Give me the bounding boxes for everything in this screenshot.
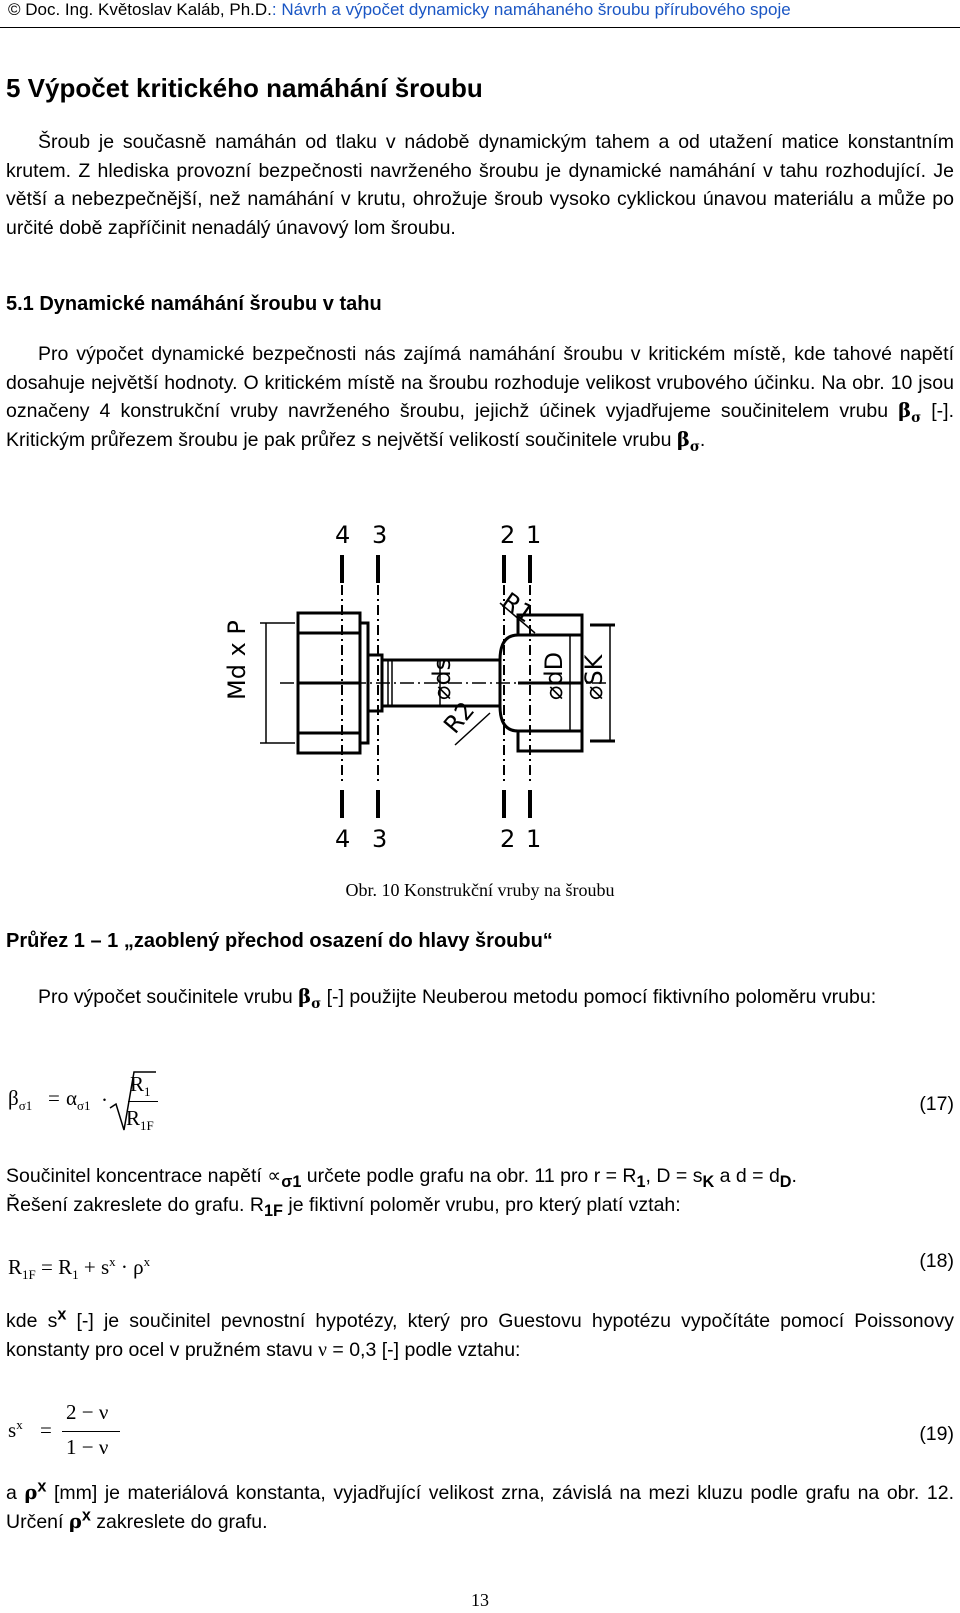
beta-sigma-symbol: $\beta_\sigma$ bbox=[298, 985, 322, 1012]
cross-section-title: Průřez 1 – 1 „zaoblený přechod osazení do hlavy šroubu“ bbox=[6, 930, 553, 952]
equation-19-number: (19) bbox=[919, 1423, 954, 1445]
dynamic-stress-paragraph: Pro výpočet dynamické bezpečnosti nás zajímá namáhání šroubu v kritickém místě, kde tahové napětí dosahuje největší hodnoty. O kritickém místě na šroubu rozhoduje velikost vrubového účinku. Na obr. 10 jsou označeny 4 konstrukční vruby navrženého šroubu, jejichž účinek vyjadřujeme součinitelem vrubu $\beta_\sigma$ [-]. Kritickým průřezem šroubu je pak průřez s největší velikostí součinitele vrubu $\beta_\sigma$. bbox=[6, 343, 954, 455]
equation-18-number: (18) bbox=[919, 1250, 954, 1272]
beta-sigma-symbol: $\beta_\sigma$ bbox=[676, 427, 700, 455]
equation-17-number: (17) bbox=[919, 1093, 954, 1115]
notch-label-top-2: 2 bbox=[500, 521, 516, 549]
concentration-paragraph: Součinitel koncentrace napětí $\propto_{\sigma 1}$ určete podle grafu na obr. 11 pro $r = R_1$, $D = s_K$ a $d = d_D$. Řešení zakreslete do grafu. $R_{1F}$ je fiktivní poloměr vrubu, pro který platí vztah: bbox=[6, 1164, 797, 1220]
notch-label-top-4: 4 bbox=[335, 521, 351, 549]
figure-caption: Obr. 10 Konstrukční vruby na šroubu bbox=[345, 880, 615, 900]
header-author: © Doc. Ing. Květoslav Kaláb, Ph.D. bbox=[8, 0, 272, 19]
header-divider bbox=[0, 27, 960, 28]
hypothesis-paragraph: kde $s^x$ [-] je součinitel pevnostní hypotézy, který pro Guestovu hypotézu vypočítáte pomocí Poissonovy konstanty pro ocel v pružném stavu ν = 0,3 [-] podle vztahu: bbox=[6, 1305, 954, 1361]
neuber-paragraph: Pro výpočet součinitele vrubu $\beta_\sigma$ [-] použijte Neuberou metodu pomocí fiktivního poloměru vrubu: bbox=[38, 985, 877, 1012]
section-title: 5 Výpočet kritického namáhání šroubu bbox=[6, 73, 483, 103]
sk-label: ⌀SK bbox=[580, 654, 608, 700]
notch-label-top-1: 1 bbox=[526, 521, 542, 549]
equation-19: $s^x$ = 2 − ν 1 − ν bbox=[8, 1400, 148, 1465]
moment-label: Md x P bbox=[223, 620, 251, 700]
notch-label-bottom-2: 2 bbox=[500, 825, 516, 853]
header-title-link[interactable]: : Návrh a výpočet dynamicky namáhaného šroubu přírubového spoje bbox=[271, 0, 791, 19]
r1-label: R1 bbox=[496, 586, 539, 629]
subsection-title: 5.1 Dynamické namáhání šroubu v tahu bbox=[6, 293, 382, 315]
dd-label: ⌀dD bbox=[540, 651, 568, 700]
notch-label-bottom-1: 1 bbox=[526, 825, 542, 853]
page-number: 13 bbox=[471, 1590, 489, 1610]
bolt-notch-figure bbox=[200, 515, 720, 865]
equation-17: $\beta_{\sigma 1}$ = $\alpha_{\sigma 1}$ · $R_1$ $R_{1F}$ bbox=[8, 1068, 268, 1138]
notch-label-top-3: 3 bbox=[372, 521, 388, 549]
equation-18: $R_{1F} = R_1 + s^x \cdot \rho^x$ bbox=[8, 1254, 151, 1283]
notch-label-bottom-3: 3 bbox=[372, 825, 388, 853]
notch-label-bottom-4: 4 bbox=[335, 825, 351, 853]
material-constant-paragraph: a $\rho^x$ [mm] je materiálová konstanta, vyjadřující velikost zrna, závislá na mezi kluzu podle grafu na obr. 12. Určení $\rho^x$ zakreslete do grafu. bbox=[6, 1477, 954, 1533]
beta-sigma-symbol: $\beta_\sigma$ bbox=[898, 399, 922, 426]
page-header bbox=[8, 0, 791, 20]
r2-label: R2 bbox=[438, 696, 481, 739]
ds-label: ⌀ds bbox=[428, 657, 456, 700]
intro-paragraph: Šroub je současně namáhán od tlaku v nádobě dynamickým tahem a od utažení matice konstantním krutem. Z hlediska provozní bezpečnosti navrženého šroubu je dynamické namáhání v tahu rozhodující. Je větší a nebezpečnější, než namáhání v krutu, ohrožuje šroub vysoko cyklickou únavou materiálu a může po určité době zapříčinit nenadálý únavový lom šroubu. bbox=[6, 131, 954, 239]
